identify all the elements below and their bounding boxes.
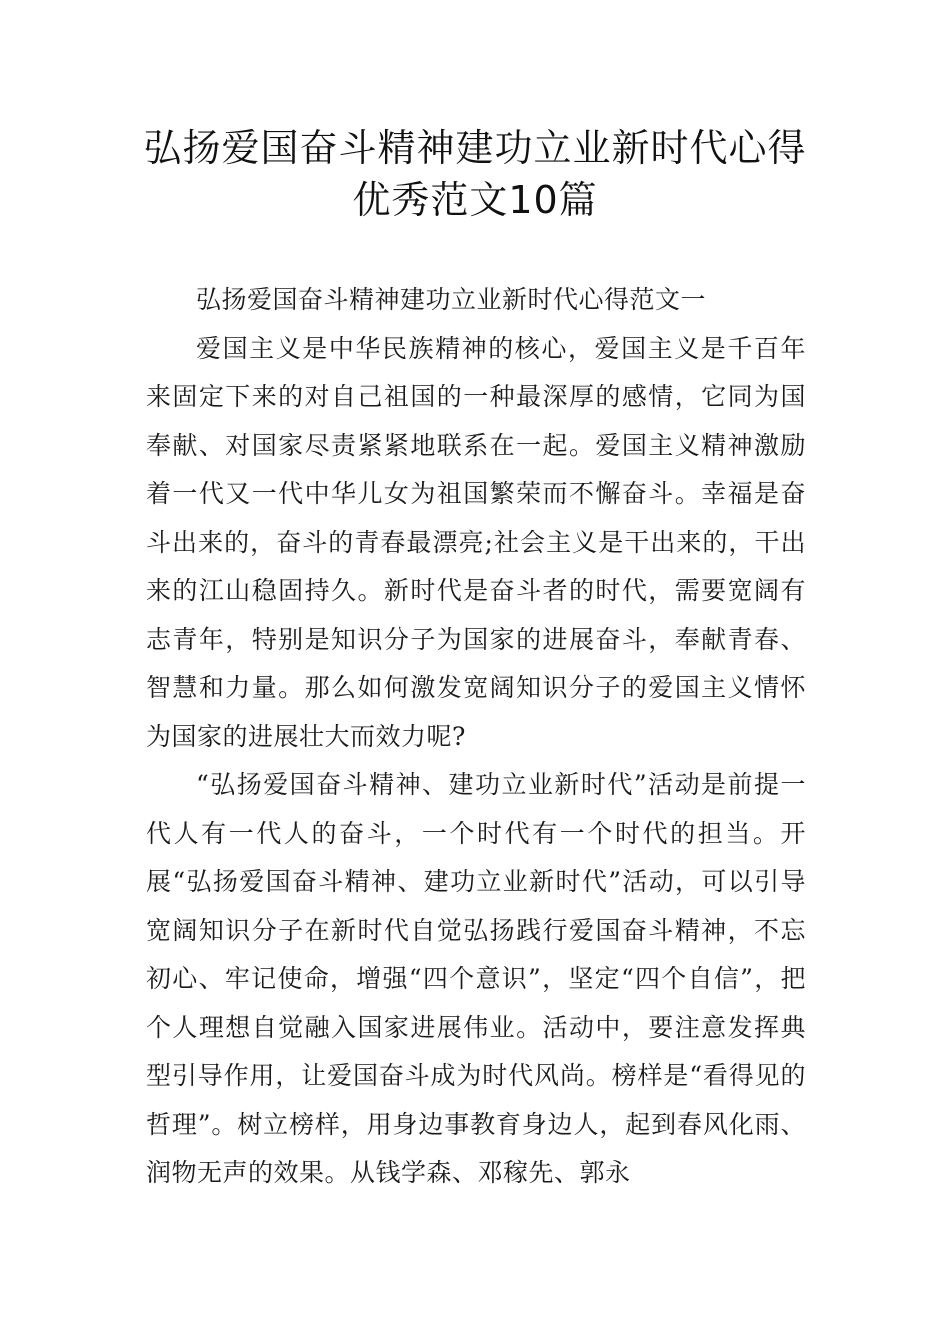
document-body (146, 276, 806, 1198)
paragraph-2: “弘扬爱国奋斗精神、建功立业新时代”活动是前提一代人有一代人的奋斗，一个时代有一个时代的担当。开展“弘扬爱国奋斗精神、建功立业新时代”活动，可以引导宽阔知识分子在新时代自觉弘扬践行爱国奋斗精神，不忘初心、牢记使命，增强“四个意识”，坚定“四个自信”，把个人理想自觉融入国家进展伟业。活动中，要注意发挥典型引导作用，让爱国奋斗成为时代风尚。榜样是“看得见的哲理”。树立榜样，用身边事教育身边人，起到春风化雨、润物无声的效果。从钱学森、邓稼先、郭永 (146, 770, 806, 1187)
title-line-2: 优秀范文10篇 (352, 178, 598, 222)
section-heading: 弘扬爱国奋斗精神建功立业新时代心得范文一 (196, 285, 707, 314)
title-line-1: 弘扬爱国奋斗精神建功立业新时代心得 (143, 126, 807, 170)
document-title (100, 122, 850, 226)
paragraph-1: 爱国主义是中华民族精神的核心，爱国主义是千百年来固定下来的对自己祖国的一种最深厚的感情，它同为国奉献、对国家尽责紧紧地联系在一起。爱国主义精神激励着一代又一代中华儿女为祖国繁荣而不懈奋斗。幸福是奋斗出来的，奋斗的青春最漂亮;社会主义是干出来的，干出来的江山稳固持久。新时代是奋斗者的时代，需要宽阔有志青年，特别是知识分子为国家的进展奋斗，奉献青春、智慧和力量。那么如何激发宽阔知识分子的爱国主义情怀为国家的进展壮大而效力呢? (146, 333, 806, 751)
